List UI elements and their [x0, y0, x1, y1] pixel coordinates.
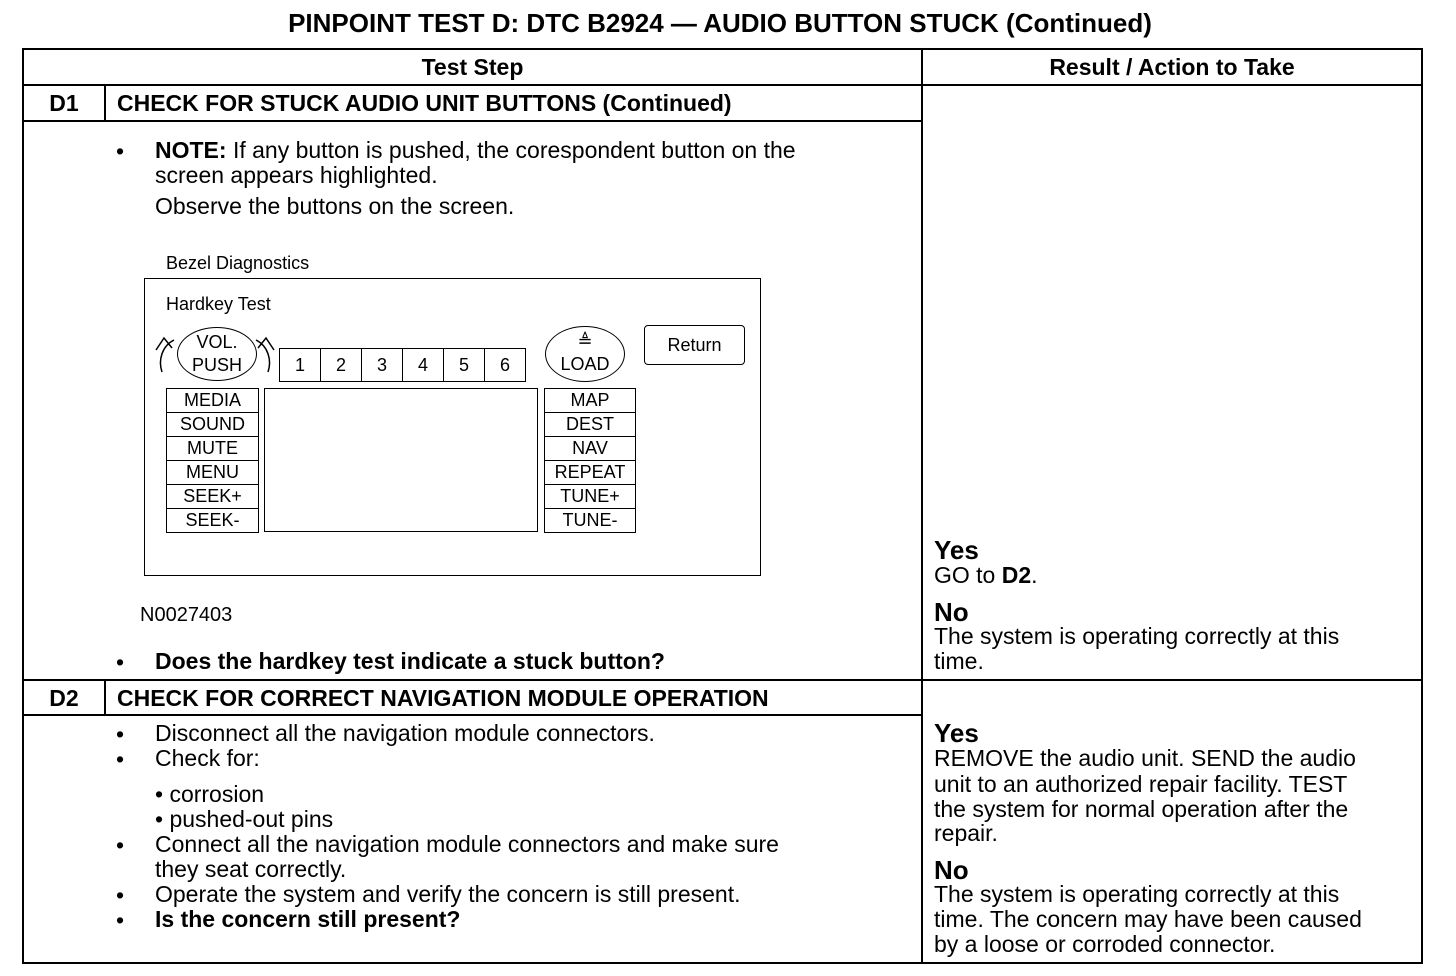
- key-repeat: REPEAT: [545, 461, 635, 485]
- vol-label: VOL.: [196, 332, 238, 352]
- d1-yes-action: [934, 563, 1038, 588]
- d1-yes-link: D2: [1001, 562, 1032, 588]
- note-label: NOTE:: [155, 137, 227, 163]
- key-tune-minus: TUNE-: [562, 510, 618, 530]
- bullet: •: [116, 138, 125, 164]
- header-test-step: Test Step: [421, 54, 524, 80]
- d1-yes-label: Yes: [934, 535, 979, 565]
- page-title: PINPOINT TEST D: DTC B2924 — AUDIO BUTTON STUCK (Continued): [288, 8, 1152, 38]
- d2-no-line-1: The system is operating correctly at this: [934, 881, 1340, 907]
- d2-no-label: No: [934, 855, 969, 885]
- display-screen: [264, 388, 538, 532]
- d1-no-text-2: time.: [934, 648, 984, 674]
- bullet: •: [116, 721, 125, 747]
- bullet: •: [116, 649, 125, 675]
- d2-no-line-3: by a loose or corroded connector.: [934, 931, 1276, 957]
- header-result: Result / Action to Take: [1049, 54, 1295, 80]
- preset-key-4: 4: [403, 349, 444, 381]
- d1-yes-period: .: [1031, 562, 1038, 588]
- d2-sub-2: • pushed-out pins: [155, 806, 334, 832]
- step-id-d2: D2: [49, 685, 79, 711]
- preset-key-1: 1: [280, 349, 321, 381]
- figure-id: N0027403: [140, 604, 233, 626]
- key-nav: NAV: [545, 437, 635, 461]
- d2-question: Is the concern still present?: [155, 906, 461, 932]
- key-seek-minus: SEEK-: [185, 510, 240, 530]
- step-id-d1: D1: [49, 90, 79, 116]
- push-label: PUSH: [191, 355, 242, 375]
- d2-step-3b: they seat correctly.: [155, 856, 347, 882]
- key-map: MAP: [545, 389, 635, 413]
- diagram-caption: Bezel Diagnostics: [166, 253, 310, 273]
- d2-step-1: Disconnect all the navigation module connectors.: [155, 720, 655, 746]
- key-tune-plus: TUNE+: [545, 485, 635, 509]
- key-seek-plus: SEEK+: [167, 485, 258, 509]
- bullet: •: [116, 832, 125, 858]
- bullet: •: [116, 746, 125, 772]
- observe-text: Observe the buttons on the screen.: [155, 193, 515, 219]
- d2-sub-1: • corrosion: [155, 781, 265, 807]
- step-title-d1: CHECK FOR STUCK AUDIO UNIT BUTTONS (Continued): [117, 90, 732, 116]
- key-media: MEDIA: [167, 389, 258, 413]
- bullet: •: [116, 907, 125, 933]
- left-key-column: [166, 388, 259, 533]
- bullet: •: [116, 882, 125, 908]
- eject-icon: ≜: [577, 331, 593, 351]
- preset-key-6: 6: [485, 349, 526, 381]
- d2-step-3a: Connect all the navigation module connectors and make sure: [155, 831, 779, 857]
- return-button: Return: [644, 325, 745, 365]
- d1-yes-text: GO to: [934, 562, 1002, 588]
- key-menu: MENU: [167, 461, 258, 485]
- note-text-2: screen appears highlighted.: [155, 162, 438, 188]
- key-mute: MUTE: [167, 437, 258, 461]
- vol-push-knob: [177, 327, 257, 381]
- key-dest: DEST: [545, 413, 635, 437]
- d2-step-2: Check for:: [155, 745, 260, 771]
- d1-no-text-1: The system is operating correctly at this: [934, 623, 1340, 649]
- d2-yes-line-1: REMOVE the audio unit. SEND the audio: [934, 745, 1356, 771]
- load-label: LOAD: [560, 354, 610, 374]
- d2-step-4: Operate the system and verify the concern is still present.: [155, 881, 741, 907]
- preset-key-5: 5: [444, 349, 485, 381]
- preset-row: [279, 348, 526, 382]
- d1-question: Does the hardkey test indicate a stuck button?: [155, 648, 665, 674]
- d2-no-line-2: time. The concern may have been caused: [934, 906, 1362, 932]
- note-line: [155, 138, 796, 163]
- panel-title: Hardkey Test: [166, 294, 271, 314]
- d2-yes-line-2: unit to an authorized repair facility. TEST: [934, 771, 1348, 797]
- d1-no-label: No: [934, 597, 969, 627]
- note-text: If any button is pushed, the corespondent button on the: [226, 137, 796, 163]
- preset-key-3: 3: [362, 349, 403, 381]
- preset-key-2: 2: [321, 349, 362, 381]
- d2-yes-label: Yes: [934, 718, 979, 748]
- d2-yes-line-3: the system for normal operation after the: [934, 796, 1349, 822]
- load-eject-button: [545, 326, 625, 382]
- key-sound: SOUND: [167, 413, 258, 437]
- right-key-column: [544, 388, 636, 533]
- d2-yes-line-4: repair.: [934, 820, 998, 846]
- step-title-d2: CHECK FOR CORRECT NAVIGATION MODULE OPERATION: [117, 685, 769, 711]
